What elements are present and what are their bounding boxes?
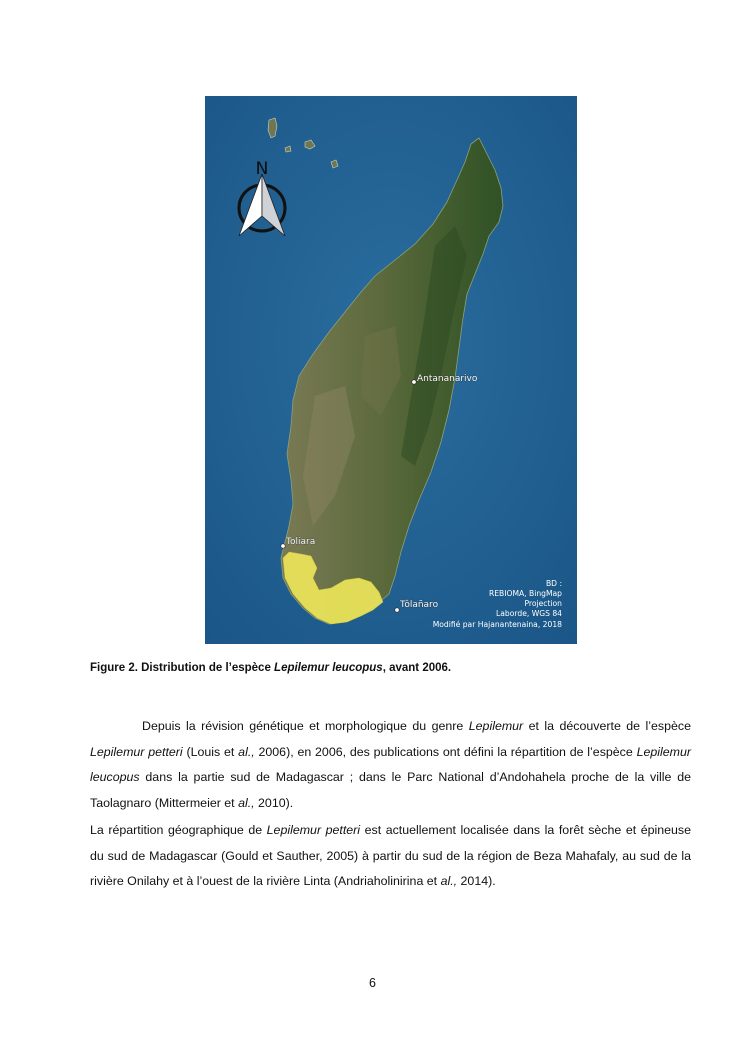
paragraph-1: Depuis la révision génétique et morphologique du genre Lepilemur et la découverte de l’espèce Lepilemur petteri (Louis et al., 2006), en 2006, des publications ont défini la répartition de l’espèce Lepilemur leucopus dans la partie sud de Madagascar ; dans le Parc National d’Andohahela proche de la ville de Taolagnaro (Mittermeier et al., 2010). xyxy=(90,719,691,810)
figure-caption xyxy=(90,662,690,674)
credit-line-5: Modifié par Hajanantenaina, 2018 xyxy=(432,620,562,629)
caption-suffix: , avant 2006. xyxy=(382,662,452,674)
credit-line-2: REBIOMA, BingMap xyxy=(488,589,562,598)
north-label: N xyxy=(255,159,269,179)
city-label-antananarivo: Antananarivo xyxy=(417,374,478,384)
paragraph-2: La répartition géographique de Lepilemur petteri est actuellement localisée dans la forêt sèche et épineuse du sud de Madagascar (Gould et Sauther, 2005) à partir du sud de la région de Beza Mahafaly, au sud de la rivière Onilahy et à l’ouest de la rivière Linta (Andriaholinirina et al., 2014). xyxy=(90,823,691,888)
page-number: 6 xyxy=(369,976,376,990)
caption-prefix: Figure 2. Distribution de l’espèce xyxy=(90,662,275,674)
city-dot-tolanaro xyxy=(395,608,399,612)
city-label-tolanaro: Tôlañaro xyxy=(400,600,439,610)
distribution-map xyxy=(205,96,577,644)
city-dot-antananarivo xyxy=(412,380,416,384)
credit-line-4: Laborde, WGS 84 xyxy=(496,609,562,618)
credit-line-3: Projection xyxy=(524,599,562,608)
city-label-toliara: Toliara xyxy=(286,537,316,547)
caption-species: Lepilemur leucopus xyxy=(274,662,383,674)
credit-line-1: BD : xyxy=(545,579,562,588)
city-dot-toliara xyxy=(281,544,285,548)
